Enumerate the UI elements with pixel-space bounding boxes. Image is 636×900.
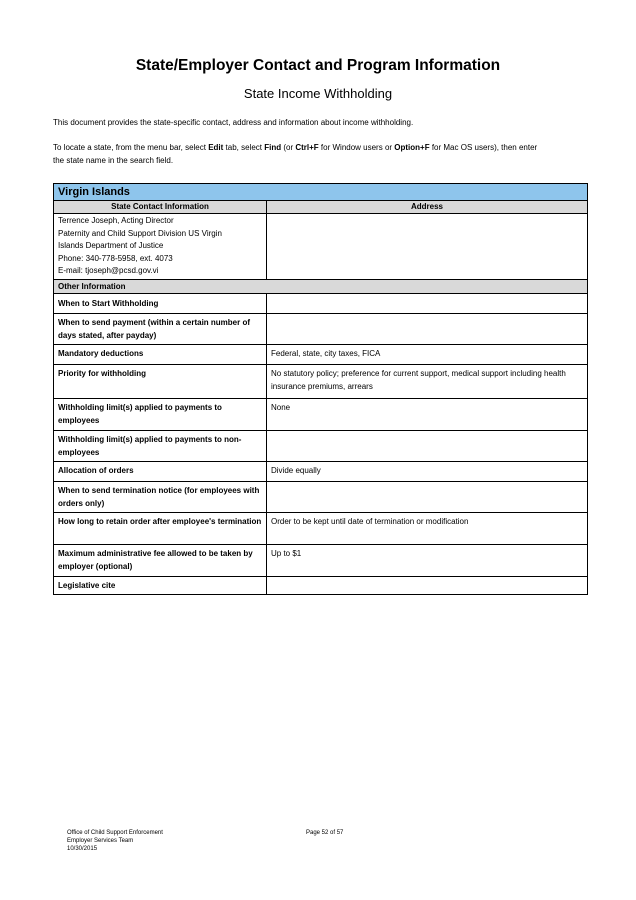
- contact-line: Paternity and Child Support Division US Virgin: [58, 228, 222, 238]
- footer-date: 10/30/2015: [67, 846, 98, 852]
- state-info-table: [53, 183, 588, 595]
- footer-page-number: Page 52 of 57: [306, 830, 344, 836]
- row-label: Priority for withholding: [54, 365, 267, 399]
- instruction-text: for Window users or: [318, 143, 395, 152]
- instruction-text: for Mac OS users), then enter: [429, 143, 538, 152]
- row-label: Allocation of orders: [54, 462, 267, 482]
- ctrl-f-keyword: Ctrl+F: [295, 143, 319, 152]
- row-value: No statutory policy; preference for current support, medical support including health insurance premiums, arrears: [267, 365, 588, 399]
- other-info-header: Other Information: [54, 280, 588, 294]
- instruction-text: To locate a state, from the menu bar, select: [53, 143, 209, 152]
- instruction-text: the state name in the search field.: [53, 155, 174, 165]
- table-row: [54, 482, 588, 513]
- contact-line: Islands Department of Justice: [58, 241, 164, 250]
- row-value: None: [267, 399, 588, 431]
- other-info-row: [54, 280, 588, 294]
- table-row: [54, 462, 588, 482]
- instruction-text: (or: [281, 143, 296, 152]
- row-label: Withholding limit(s) applied to payments to employees: [54, 399, 267, 431]
- column-header-row: [54, 201, 588, 214]
- state-name: Virgin Islands: [54, 184, 588, 201]
- contact-row: [54, 214, 588, 280]
- instruction-text: tab, select: [223, 143, 265, 152]
- table-row: [54, 545, 588, 577]
- row-label: How long to retain order after employee's termination: [54, 513, 267, 545]
- table-row: [54, 399, 588, 431]
- find-keyword: Find: [264, 143, 282, 152]
- row-label: Legislative cite: [54, 577, 267, 595]
- table-row: [54, 431, 588, 462]
- instructions-paragraph: [53, 142, 588, 167]
- address-cell: [267, 214, 588, 280]
- contact-column-header: State Contact Information: [54, 201, 267, 214]
- edit-keyword: Edit: [208, 143, 224, 152]
- table-row: [54, 365, 588, 399]
- table-row: [54, 345, 588, 365]
- row-label: When to Start Withholding: [54, 294, 267, 314]
- footer-org: Office of Child Support Enforcement: [67, 830, 163, 836]
- row-value: Divide equally: [267, 462, 588, 482]
- row-value: [267, 482, 588, 513]
- contact-info-cell: [54, 214, 267, 280]
- table-row: [54, 314, 588, 345]
- intro-paragraph: This document provides the state-specific contact, address and information about income withholding.: [53, 118, 414, 127]
- address-column-header: Address: [267, 201, 588, 214]
- contact-line: Terrence Joseph, Acting Director: [58, 216, 174, 225]
- table-row: [54, 513, 588, 545]
- row-value: [267, 314, 588, 345]
- row-label: Maximum administrative fee allowed to be taken by employer (optional): [54, 545, 267, 577]
- row-value: Order to be kept until date of termination or modification: [267, 513, 588, 545]
- footer-team: Employer Services Team: [67, 838, 134, 844]
- row-value: Up to $1: [267, 545, 588, 577]
- contact-line: Phone: 340-778-5958, ext. 4073: [58, 253, 173, 263]
- footer-org-block: [67, 829, 163, 853]
- row-value: [267, 294, 588, 314]
- table-row: [54, 294, 588, 314]
- row-label: Mandatory deductions: [54, 345, 267, 365]
- page-title: State/Employer Contact and Program Information: [135, 57, 501, 74]
- page-subtitle: State Income Withholding: [243, 86, 393, 101]
- row-label: When to send termination notice (for employees with orders only): [54, 482, 267, 513]
- state-header-row: [54, 184, 588, 201]
- table-row: [54, 577, 588, 595]
- row-label: When to send payment (within a certain number of days stated, after payday): [54, 314, 267, 345]
- row-value: [267, 431, 588, 462]
- row-label: Withholding limit(s) applied to payments to non-employees: [54, 431, 267, 462]
- option-f-keyword: Option+F: [394, 143, 430, 152]
- contact-line: E-mail: tjoseph@pcsd.gov.vi: [58, 266, 159, 275]
- row-value: Federal, state, city taxes, FICA: [267, 345, 588, 365]
- row-value: [267, 577, 588, 595]
